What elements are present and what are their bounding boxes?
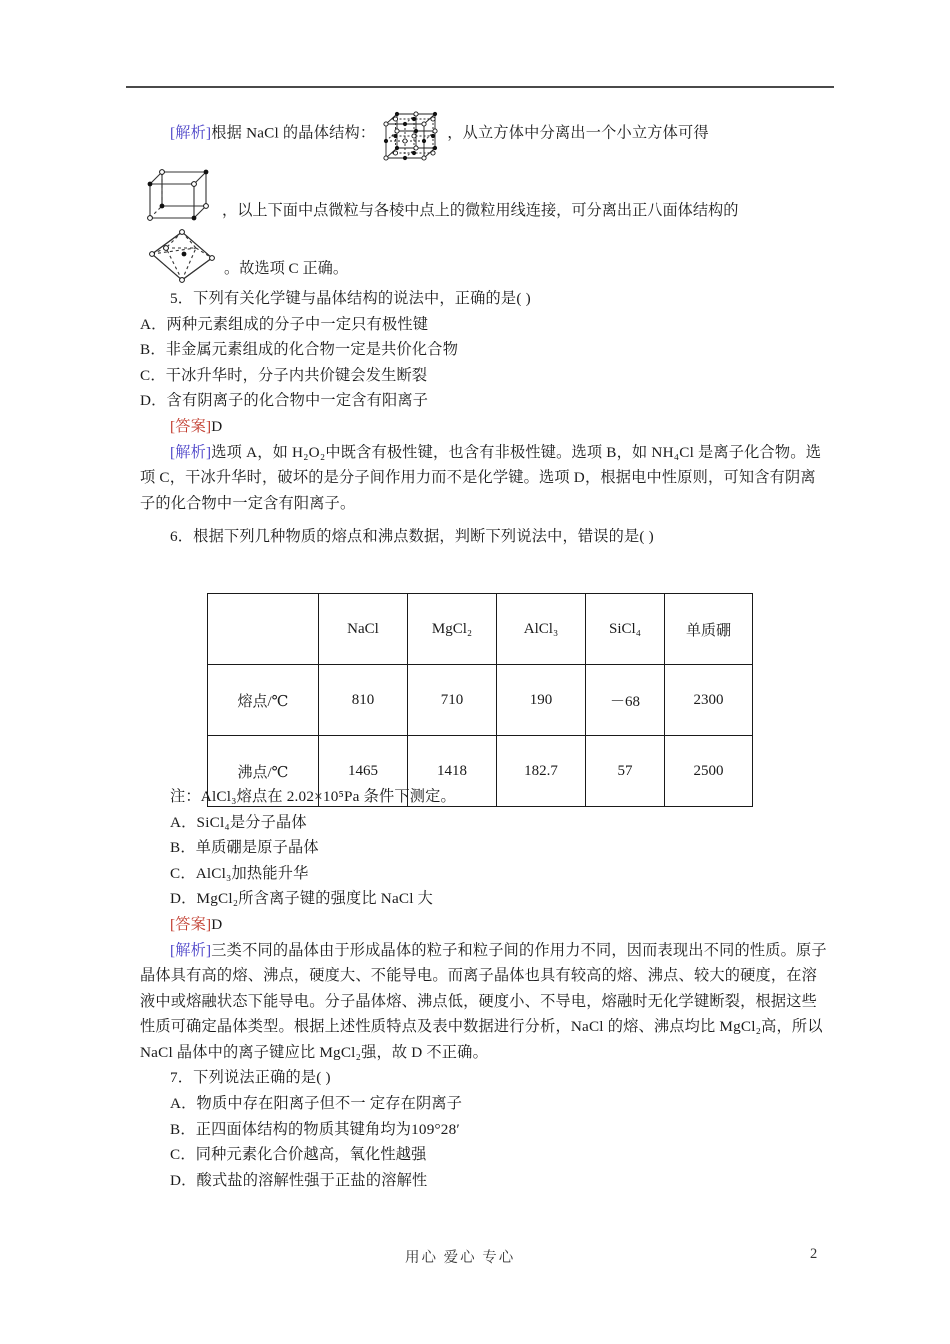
answer-tag-q6: [答案] — [170, 915, 212, 933]
solution4-line2-text: ，以上下面中点微粒与各棱中点上的微粒用线连接，可分离出正八面体结构的 — [222, 202, 739, 220]
small-cube-icon — [144, 162, 222, 226]
table-col-sicl4: SiCl₄ — [586, 594, 665, 665]
table-row-label-boiling: 沸点/℃ — [208, 736, 319, 807]
melting-boiling-point-table — [207, 593, 753, 807]
question6-option-a[interactable]: A．SiCl₄是分子晶体 — [170, 813, 307, 831]
footer-slogan: 用心 爱心 专心 — [405, 1250, 516, 1266]
question6-analysis-text: 三类不同的晶体由于形成晶体的粒子和粒子间的作用力不同，因而表现出不同的性质。原子晶体具有高的熔、沸点，硬度大、不能导电。而离子晶体也具有较高的熔、沸点、较大的硬度，在溶液中或熔融状态下能导电。分子晶体熔、沸点低，硬度小、不导电，熔融时无化学键断裂，根据这些性质可确定晶体类型。根据上述性质特点及表中数据进行分析，NaCl 的熔、沸点均比 MgCl₂高，所以 NaCl 晶体中的离子键应比 MgCl₂强，故 D 不正确。 — [140, 941, 827, 1061]
question5-analysis-text: 选项 A，如 H₂O₂中既含有极性键，也含有非极性键。选项 B，如 NH₄Cl 是离子化合物。选项 C，干冰升华时，破坏的是分子间作用力而不是化学键。选项 D，根据电中性原则，可知含有阴离子的化合物中一定含有阳离子。 — [140, 443, 822, 512]
question6-option-b[interactable]: B．单质硼是原子晶体 — [170, 839, 319, 857]
answer-tag: [答案] — [170, 417, 212, 435]
solution4-line3 — [140, 228, 830, 284]
table-header-row — [208, 594, 753, 665]
cell-melting-nacl: 810 — [319, 665, 408, 736]
cell-boiling-boron: 2500 — [665, 736, 753, 807]
question6-option-c[interactable]: C．AlCl₃加热能升华 — [170, 864, 309, 882]
question5-answer — [140, 414, 830, 440]
analysis-tag-q6: [解析] — [170, 941, 212, 959]
table-row — [208, 665, 753, 736]
question7-option-a[interactable]: A．物质中存在阳离子但不一 定存在阴离子 — [170, 1095, 463, 1113]
cell-melting-sicl4: －68 — [586, 665, 665, 736]
analysis-tag: [解析] — [170, 124, 212, 142]
question6-answer — [140, 912, 830, 938]
table-col-boron: 单质硼 — [665, 594, 753, 665]
cell-melting-alcl3: 190 — [497, 665, 586, 736]
table-col-mgcl2: MgCl₂ — [408, 594, 497, 665]
solution4-line2 — [140, 162, 830, 226]
table-row — [208, 736, 753, 807]
solution4-line1-text: 根据 NaCl 的晶体结构： — [211, 124, 376, 142]
solution4-line1 — [140, 108, 830, 160]
cell-melting-mgcl2: 710 — [408, 665, 497, 736]
table-row-label-melting: 熔点/℃ — [208, 665, 319, 736]
question6-option-d[interactable]: D．MgCl₂所含离子键的强度比 NaCl 大 — [170, 890, 434, 908]
solution4-line3-text: 。故选项 C 正确。 — [224, 260, 349, 278]
question6-answer-value: D — [211, 915, 223, 933]
nacl-crystal-lattice-icon — [381, 108, 443, 166]
footer-page-number: 2 — [810, 1246, 818, 1262]
table-col-alcl3: AlCl₃ — [497, 594, 586, 665]
question6-analysis — [140, 938, 830, 1066]
question5-option-c[interactable]: C．干冰升华时，分子内共价键会发生断裂 — [140, 366, 428, 384]
question7-stem: 7．下列说法正确的是( ) — [170, 1069, 331, 1087]
cell-boiling-mgcl2: 1418 — [408, 736, 497, 807]
question5-analysis — [140, 440, 830, 517]
cell-boiling-sicl4: 57 — [586, 736, 665, 807]
cell-melting-boron: 2300 — [665, 665, 753, 736]
question7-option-d[interactable]: D．酸式盐的溶解性强于正盐的溶解性 — [170, 1171, 428, 1189]
table-corner-cell — [208, 594, 319, 665]
cell-boiling-nacl: 1465 — [319, 736, 408, 807]
question7-option-b[interactable]: B．正四面体结构的物质其键角均为109°28′ — [170, 1120, 460, 1138]
question5-answer-value: D — [211, 417, 223, 435]
question5-stem: 5．下列有关化学键与晶体结构的说法中，正确的是( ) — [170, 290, 531, 307]
question5-option-d[interactable]: D．含有阴离子的化合物中一定含有阳离子 — [140, 392, 429, 410]
question6-stem: 6．根据下列几种物质的熔点和沸点数据，判断下列说法中，错误的是( ) — [170, 528, 654, 546]
cell-boiling-alcl3: 182.7 — [497, 736, 586, 807]
solution4-line1-tail: ，从立方体中分离出一个小立方体可得 — [447, 124, 709, 142]
regular-octahedron-icon — [144, 228, 224, 284]
header-rule — [126, 86, 834, 88]
question6-note: 注：AlCl₃熔点在 2.02×10⁵Pa 条件下测定。 — [170, 787, 456, 805]
question5-option-b[interactable]: B．非金属元素组成的化合物一定是共价化合物 — [140, 341, 459, 359]
analysis-tag-q5: [解析] — [170, 443, 212, 461]
table-col-nacl: NaCl — [319, 594, 408, 665]
question5-option-a[interactable]: A．两种元素组成的分子中一定只有极性键 — [140, 315, 429, 333]
question7-option-c[interactable]: C．同种元素化合价越高，氧化性越强 — [170, 1146, 427, 1164]
